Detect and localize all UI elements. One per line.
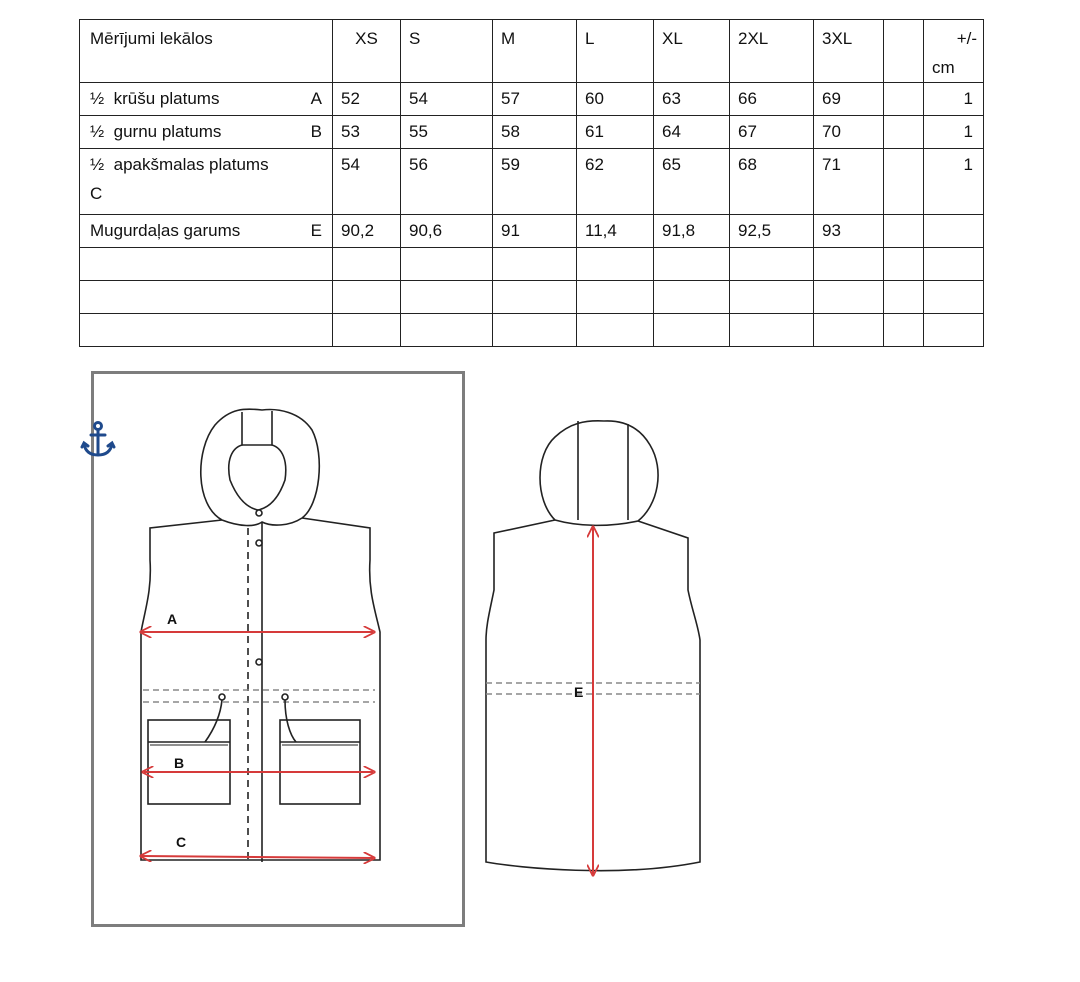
label-e: E <box>574 684 584 700</box>
empty-row <box>80 314 984 347</box>
label-b: B <box>174 755 185 771</box>
back-hood <box>540 421 658 521</box>
value-cell: 70 <box>814 116 884 149</box>
value-cell: 71 <box>814 149 884 215</box>
value-cell: 61 <box>577 116 654 149</box>
value-cell: 52 <box>333 83 401 116</box>
value-cell: 63 <box>654 83 730 116</box>
value-cell: 62 <box>577 149 654 215</box>
blank-column-cell <box>884 149 924 215</box>
value-cell: 69 <box>814 83 884 116</box>
row-label: ½ apakšmalas platums <box>90 155 269 174</box>
size-s: S <box>401 20 493 83</box>
row-code: B <box>310 122 322 141</box>
blank-column-cell <box>884 215 924 248</box>
value-cell: 91,8 <box>654 215 730 248</box>
value-cell: 64 <box>654 116 730 149</box>
front-view-frame <box>91 371 465 927</box>
size-l: L <box>577 20 654 83</box>
value-cell: 54 <box>333 149 401 215</box>
value-cell: 92,5 <box>730 215 814 248</box>
value-cell: 60 <box>577 83 654 116</box>
value-cell: 68 <box>730 149 814 215</box>
row-label-cell <box>80 215 333 248</box>
row-code: A <box>310 89 322 108</box>
vest-back-drawing <box>486 421 700 871</box>
anchor-icon <box>80 420 116 460</box>
value-cell: 66 <box>730 83 814 116</box>
empty-row <box>80 248 984 281</box>
tolerance-line1: +/- <box>956 29 977 48</box>
value-cell: 90,2 <box>333 215 401 248</box>
row-label: Mugurdaļas garums <box>90 221 241 240</box>
tolerance-cell: 1 <box>924 149 984 215</box>
blank-column-cell <box>884 116 924 149</box>
row-label-cell <box>80 149 333 215</box>
value-cell: 93 <box>814 215 884 248</box>
value-cell: 11,4 <box>577 215 654 248</box>
label-c: C <box>176 834 187 850</box>
row-code: C <box>90 184 103 203</box>
value-cell: 56 <box>401 149 493 215</box>
value-cell: 57 <box>493 83 577 116</box>
tolerance-cell <box>924 215 984 248</box>
tolerance-cell: 1 <box>924 83 984 116</box>
size-3xl: 3XL <box>814 20 884 83</box>
table-row <box>80 116 984 149</box>
value-cell: 67 <box>730 116 814 149</box>
empty-row <box>80 281 984 314</box>
table-header-row <box>80 20 984 83</box>
blank-column-cell <box>884 83 924 116</box>
row-label: ½ krūšu platums <box>90 89 220 108</box>
tolerance-cell: 1 <box>924 116 984 149</box>
tolerance-header <box>924 20 984 83</box>
size-xs: XS <box>333 20 401 83</box>
table-row <box>80 149 984 215</box>
table-row <box>80 83 984 116</box>
label-a: A <box>167 611 178 627</box>
row-label-cell <box>80 83 333 116</box>
size-xl: XL <box>654 20 730 83</box>
value-cell: 55 <box>401 116 493 149</box>
value-cell: 59 <box>493 149 577 215</box>
row-code: E <box>310 221 322 240</box>
tolerance-line2: cm <box>932 58 955 77</box>
size-2xl: 2XL <box>730 20 814 83</box>
size-m: M <box>493 20 577 83</box>
back-body-outline <box>486 520 700 871</box>
value-cell: 53 <box>333 116 401 149</box>
header-label: Mērījumi lekālos <box>80 20 333 83</box>
table-row <box>80 215 984 248</box>
value-cell: 58 <box>493 116 577 149</box>
value-cell: 90,6 <box>401 215 493 248</box>
value-cell: 54 <box>401 83 493 116</box>
blank-column-cell <box>884 20 924 83</box>
size-table <box>79 19 984 347</box>
row-label-cell <box>80 116 333 149</box>
row-label: ½ gurnu platums <box>90 122 222 141</box>
value-cell: 91 <box>493 215 577 248</box>
value-cell: 65 <box>654 149 730 215</box>
